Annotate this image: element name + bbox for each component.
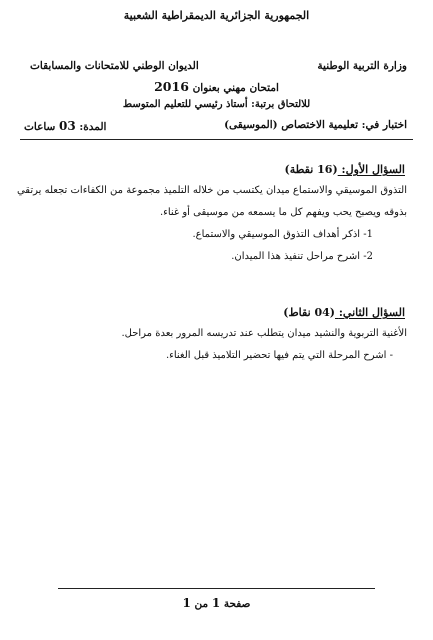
question2-points: (04 نقاط) [283, 306, 335, 319]
page-number [0, 596, 433, 610]
question2-item-1: - اشرح المرحلة التي يتم فيها تحضير التلاميذ قبل الغناء. [165, 350, 393, 361]
exam-title [0, 79, 433, 94]
exam-subject: اختبار في: تعليمية الاختصاص (الموسيقى) [224, 119, 407, 131]
duration-label: المدة: [79, 121, 107, 133]
question2-paragraph: الأغنية التربوية والنشيد ميدان يتطلب عند تدريسه المرور بعدة مراحل. [121, 328, 407, 339]
question1-item-1: 1- اذكر أهداف التذوق الموسيقي والاستماع. [192, 229, 373, 240]
republic-header: الجمهورية الجزائرية الديمقراطية الشعبية [123, 9, 310, 22]
duration-unit: ساعات [24, 121, 56, 133]
exam-title-prefix: امتحان مهني بعنوان [192, 82, 279, 94]
question2-title [283, 306, 405, 319]
exam-year: 2016 [154, 79, 189, 94]
header-divider [20, 139, 413, 140]
page-current: 1 [211, 596, 221, 610]
exam-rank: للالتحاق برتبة: أستاذ رئيسي للتعليم المتوسط [122, 99, 311, 110]
question2-label: السؤال الثاني: [338, 306, 405, 319]
ministry-name: وزارة التربية الوطنية [317, 60, 407, 72]
page-word: صفحة [223, 598, 251, 610]
question1-paragraph-line2: بذوقه ويصبح يحب ويفهم كل ما يسمعه من موسيقى أو غناء. [159, 207, 407, 218]
question1-paragraph-line1: التذوق الموسيقي والاستماع ميدان يكتسب من خلاله التلميذ مجموعة من الكفاءات تجعله يرتقي [16, 185, 407, 196]
footer-divider [58, 588, 375, 589]
question1-title [285, 163, 405, 176]
duration-value: 03 [59, 119, 76, 133]
exam-office-name: الديوان الوطني للامتحانات والمسابقات [30, 60, 199, 72]
exam-duration [24, 119, 106, 133]
question1-label: السؤال الأول: [341, 163, 405, 176]
question1-points: (16 نقطة) [284, 163, 338, 176]
page-total: 1 [182, 596, 191, 610]
question1-item-2: 2- اشرح مراحل تنفيذ هذا الميدان. [231, 251, 373, 262]
page-of-word: من [194, 598, 209, 610]
